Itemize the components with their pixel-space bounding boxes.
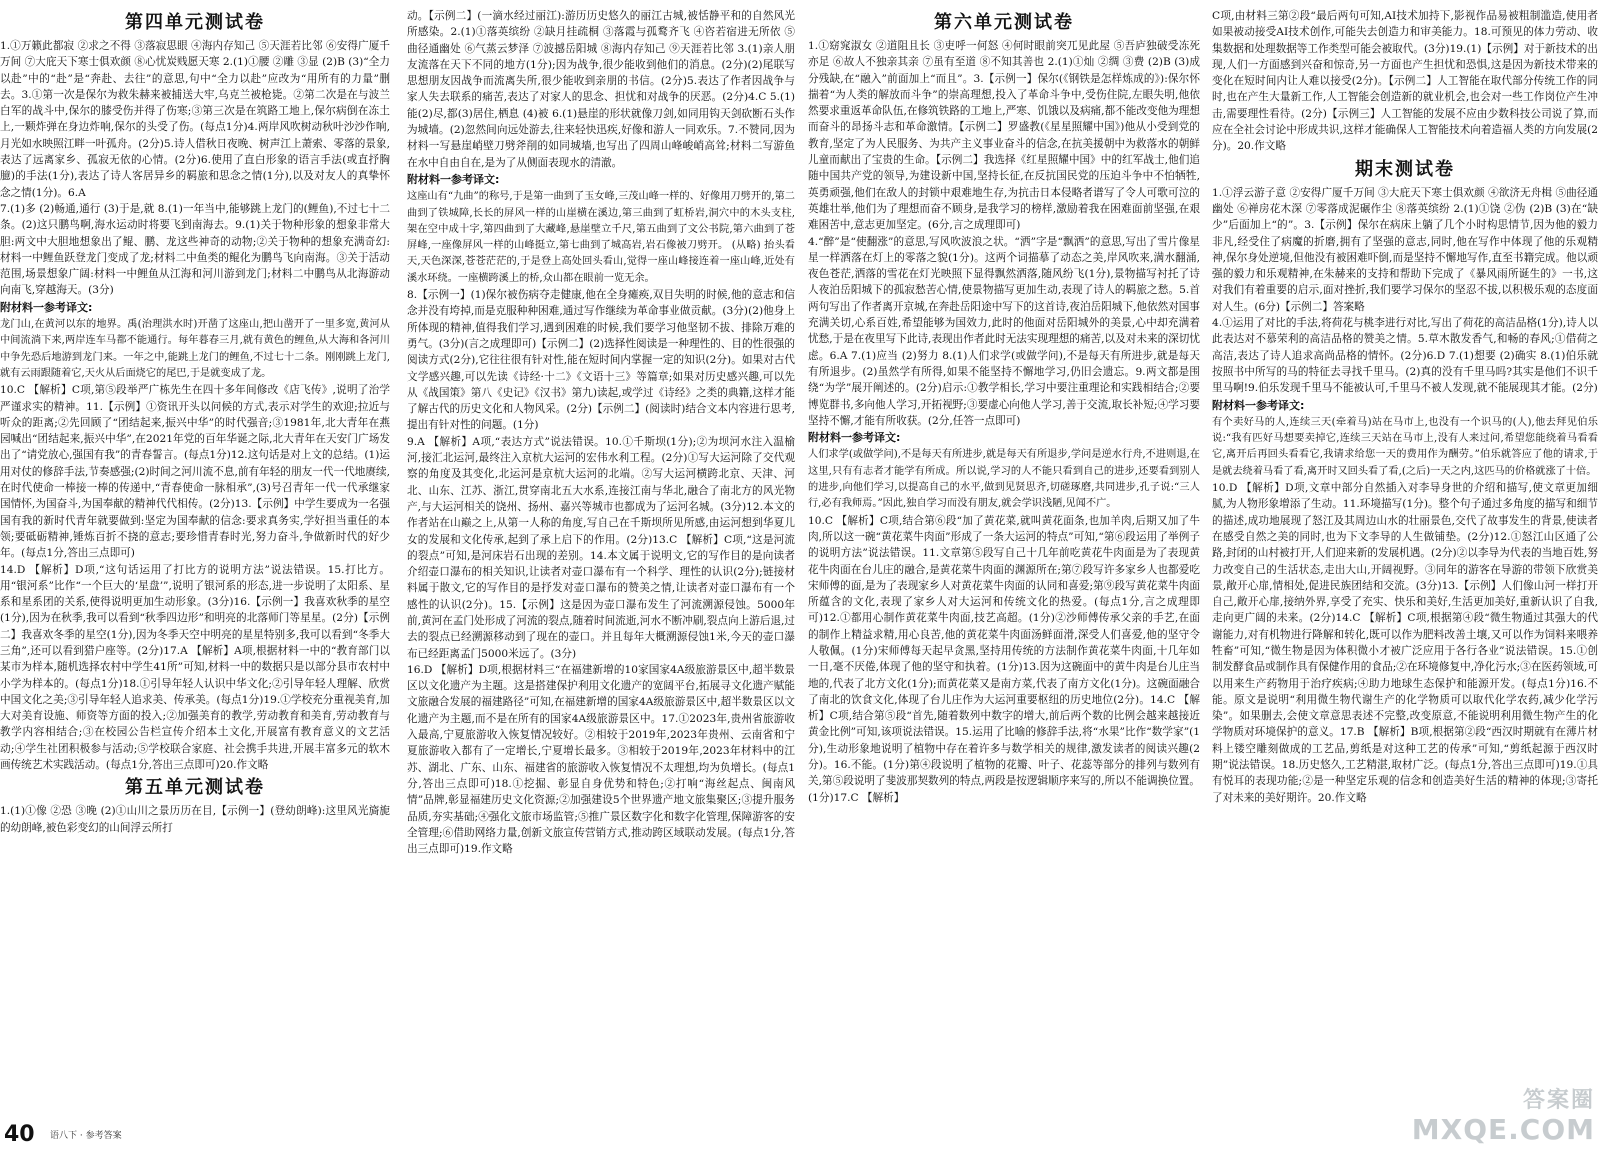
final-answers-part-3: 10.D 【解析】D项,文章中部分自然插入对李导身世的介绍和描写,使文章更加细腻,为人物形象增添了生动。11.环境描写(1分)。整个句子通过多角度的描写和细节的描述,成功地展现了怒江及其周边山水的壮丽景色,交代了故事发生的背景,使读者在感受自然之美的同时,也为下文李导的人生做铺垫。(2分)12.①怒江山区通了公路,封闭的山村被打开,人们迎来新的发展机遇。(2分)②以李导为代表的当地百姓,努力改变自己的生活状态,走出大山,开阔视野。③同年的游客在导游的带领下欣赏美景,敞开心扉,情相处,促进民族团结和交流。(3分)13.【示例】人们像山河一样打开自己,敞开心扉,接纳外界,享受了充实、快乐和美好,生活更加美好,重新认识了自我,走向更广阔的未来。(2分)14.C 【解析】C项,根据第④段“微生物通过其强大的代谢能力,对有机物进行降解和转化,既可以作为肥料改善土壤,又可以作为饲料来喂养牲畜”可知,“微生物是因为体积微小才被广泛应用于各行各业”说法错误。15.①创制发酵食品或制作具有保健作用的食品;②在环境修复中,净化污水;③在医药领域,可以用来生产药物用于治疗疾病;④助力地球生态保护和能源开发。(每点1分)16.不能。原文是说明“利用微生物代谢生产的化学物质可以取代化学农药,减少化学污染”。如果删去,会使文章意思表述不完整,改变原意,不能说明利用微生物产生的化学物质对环境保护的意义。17.B 【解析】B项,根据第②段“西汉时期就有在薄片材料上镂空雕刻做成的工艺品,剪纸是对这种工艺的传承”可知,“剪纸起源于西汉时期”说法错误。18.历史悠久,工艺精湛,取材广泛。(每点1分,答出三点即可)19.①具有悦耳的表现功能;②是一种坚定乐观的信念和创造美好生活的精神的体现;③寄托了对未来的美好期许。20.作文略: [1212, 482, 1598, 804]
footer-note: 语八下 · 参考答案: [50, 1131, 122, 1141]
translation-heading: 附材料一参考译文:: [1212, 398, 1305, 412]
unit-6-answers-part-4: C项,由材料三第②段“最后两句可知,AI技术加持下,影视作品易被粗制滥造,使用者如果被动接受AI技术创作,可能失去创造力和审美能力。18.可预见的体力劳动、收集数据和处理数据等工作类型可能会被取代。(3分)19.(1)【示例】对于新技术的出现,人们一方面感到兴奋和惊奇,另一方面也产生担忧和恐惧,这是因为新技术带来的变化在短时间内让人难以接受(2分)。【示例二】人工智能在取代部分传统工作的同时,也在产生大量新工作,人工智能会创造新的就业机会,也会对一些工作岗位产生冲击,需要理性看待。(2分)【示例三】人工智能的发展不应由少数科技公司说了算,而应在全社会讨论中形成共识,这样才能确保人工智能技术向着造福人类的方向发展(2分)。20.作文略: [1212, 10, 1598, 153]
column-4: [1212, 8, 1598, 1116]
unit-4-answers-part-1: 1.①万籁此都寂 ②求之不得 ③落寂思眼 ④海内存知己 ⑤天涯若比邻 ⑥安得广厦千万间 ⑦大庇天下寒士俱欢颜 ⑧心忧炭贱愿天寒 2.(1)①腰 ②雕 ③显 (2)B (3)“全力以赴”中的“赴”是“奔赴、去往”的意思,句中“全力以赴”应改为“用所有的力量”删去。3.①第一次是保尔为救朱赫来被捕送大牢,乌克兰被枪毙。②第二次是在与波兰白军的战斗中,保尔的膝受伤并得了伤寒;③第三次是在筑路工地上,保尔病倒在冻土上,一颗炸弹在身边炸响,保尔的头受了伤。(每点1分)4.两岸风吹树动秋叶沙沙作响,月光如水映照江畔一叶孤舟。(2分)5.诗人借秋日夜晚、树声江上萧索、零落的景象,表达了远离家乡、孤寂无依的心情。(2分)6.使用了直白形象的语言手法(或直抒胸臆)的手法(1分),表达了诗人客居异乡的羁旅和思念之情(1分),以及对友人的真挚怀念之情(1分)。6.A: [0, 40, 390, 199]
final-answers-part-2: 4.①运用了对比的手法,将荷花与桃李进行对比,写出了荷花的高洁品格(1分),诗人以此表达对不慕荣利的高洁品格的赞美之情。5.草木散发香气,和畅的春风;①借荷之高洁,表达了诗人追求高尚品格的情怀。(2分)6.D 7.(1)想要 (2)确实 8.(1)伯乐就按照书中所写的马的特征去寻找千里马。(2)真的没有千里马吗?其实是他们不识千里马啊!9.伯乐发现千里马不能被认可,千里马不被人发现,就不能展现其才能。(2分): [1212, 317, 1598, 395]
unit-6-answers-part-3: 10.C 【解析】C项,结合第⑥段“加了黄花菜,就叫黄花面条,也加羊肉,后期又加了牛肉,所以这一碗“黄花菜牛肉面”形成了一条大运河的特点”可知,“第⑥段运用了举例子的说明方法”说法错误。11.文章第⑤段写自己十几年前吃黄花牛肉面是为了表现黄花牛肉面在台儿庄的融合,是黄花菜牛肉面的渊源所在;第⑦段写许多家乡人也都爱吃宋师傅的面,是为了表现家乡人对黄花菜牛肉面的认同和喜爱;第⑨段写黄花菜牛肉面所蕴含的文化,表现了家乡人对大运河和传统文化的热爱。(每点1分,言之成理即可)12.①都用心制作黄花菜牛肉面,技艺高超。(1分)②沙师傅传承父亲的手艺,在面的制作上精益求精,用心良苦,他的黄花菜牛肉面汤鲜面滑,深受人们喜爱,他的坚守令人敬佩。(1分)宋师傅每天起早贪黑,坚持用传统的方法制作黄花菜牛肉面,十几年如一日,毫不厌倦,体现了他的坚守和执着。(1分)13.因为这碗面中的黄牛肉是台儿庄当地的,代表了北方文化(1分);而黄花菜又是南方菜,代表了南方文化(1分)。这碗面融合了南北的饮食文化,体现了台儿庄作为大运河重要枢纽的历史地位(2分)。14.C 【解析】C项,结合第⑤段“首先,随着数列中数字的增大,前后两个数的比例会越来越接近黄金比例”可知,该项说法错误。15.运用了比喻的修辞手法,将“水果”比作“数学家”(1分),生动形象地说明了植物中存在着许多与数学相关的规律,激发读者的阅读兴趣(2分)。16.不能。(1分)第④段说明了植物的花瓣、叶子、花蕊等部分的排列与数列有关,第⑤段说明了斐波那契数列的特点,两段是按逻辑顺序来写的,所以不能调换位置。(1分)17.C 【解析】: [808, 514, 1200, 804]
translation-text: 这座山有“九曲”的称号,于是第一曲到了玉女峰,三茂山峰一样的、好像用刀劈开的,第二曲到了铁城障,长长的屏风一样的山崖横在溪边,第三曲到了虹桥岩,洞穴中的木头支柱,架在空中成十字,第四曲到了大藏峰,悬崖壁立千尺,第五曲到了文公书院,第六曲到了苍屏峰,一座像屏风一样的山峰挺立,第七曲到了城高岩,岩石像被刀劈开。 (从略) 抬头看天,天色深深,苍苍茫茫的,于是登上高处回头看山,觉得一座山峰接连着一座山峰,近处有溪水环绕。一座横跨溪上的桥,众山都在眼前一览无余。: [407, 191, 795, 284]
final-answers-part-1: 1.①浮云游子意 ②安得广厦千万间 ③大庇天下寒士俱欢颜 ④欲济无舟楫 ⑤曲径通幽处 ⑥禅房花木深 ⑦零落成泥碾作尘 ⑧落英缤纷 2.(1)①饶 ②伪 (2)B (3)在“缺少”后面加上“的”。3.【示例】保尔在病床上躺了几个小时构思情节,因为他的毅力非凡,经受住了病魔的折磨,拥有了坚强的意志,同时,他在写作中体现了他的乐观精神,保尔身处逆境,但他没有被困难吓倒,而是坚持不懈地写作,直至书籍完成。他以顽强的毅力和乐观精神,在朱赫来的支持和帮助下完成了《暴风雨所诞生的》一书,这对我们有着重要的启示,面对挫折,我们要学习保尔的坚忍不拔,以积极乐观的态度面对人生。(6分)【示例二】答案略: [1212, 186, 1598, 313]
unit-5-title: 第五单元测试卷: [125, 777, 265, 799]
column-2: [407, 8, 795, 1116]
translation-heading: 附材料一参考译文:: [808, 431, 901, 445]
unit-4-title: 第四单元测试卷: [125, 12, 265, 33]
watermark-top-text: 答案圈: [1522, 1088, 1595, 1113]
unit-6-title: 第六单元测试卷: [934, 12, 1074, 33]
translation-heading: 附材料一参考译文:: [0, 300, 93, 314]
watermark-bottom-text: MXQE.COM: [1411, 1113, 1595, 1146]
final-exam-title: 期末测试卷: [1355, 158, 1455, 180]
unit-4-answers-part-4: 14.D 【解析】D项,“这句话运用了打比方的说明方法”说法错误。15.打比方。用“银河系”比作“一个巨大的‘星盘’”,说明了银河系的形态,进一步说明了太阳系、星系和星系团的关系,使得说明更加生动形象。(3分)16.【示例一】我喜欢秋季的星空(1分),因为在秋季,我可以看到“秋季四边形”和明亮的北落师门等星星。(2分)【示例二】我喜欢冬季的星空(1分),因为冬季天空中明亮的星星特别多,我可以看到“冬季大三角”,还可以看到猎户座等。(2分)17.A 【解析】A项,根据材料一中的“教育部门以某市为样本,随机选择农村中学生41所”可知,材料一中的数据只是以部分县市农村中小学为样本的。(每点1分)18.①引导年轻人认识中华文化;②引导年轻人理解、欣赏中国文化之美;③引导年轻人追求美、传承美。(每点1分)19.①学校充分重视美育,加大对美育设施、师资等方面的投入;②加强美育的教学,劳动教育和美育,劳动教育与教学内容相结合;③在校园公告栏宣传介绍本土文化,开展富有教育意义的文艺活动;④学生社团积极参与活动;⑤学校联合家庭、社会携手共进,开展丰富多元的软木画传统艺术实践活动。(每点1分,答出三点即可)20.作文略: [0, 563, 390, 772]
page-footer: [0, 1120, 1600, 1150]
unit-5-answers-part-3: 8.【示例一】(1)保尔被伤病夺走健康,他在全身瘫痪,双目失明的时候,他的意志和信念并没有垮掉,而是克服种种困难,通过写作继续为革命事业做贡献。(3分)(2)他身上所体现的精神,值得我们学习,遇到困难的时候,我们要学习他坚韧不拔、排除万难的勇气。(3分)(言之成理即可)【示例二】(2)选择性阅读是一种理性的、目的性很强的阅读方式(2分),它往往很有针对性,能在短时间内掌握一定的知识(2分)。如果对古代文学感兴趣,可以先读《诗经·十二》《文语十三》等篇章;如果对历史感兴趣,可以先从《战国策》第八《史记》《汉书》第九)读起,或学过《诗经》之类的典籍,这样才能了解古代的历史文化和人物风采。(2分)【示例二】(阅读时)结合文本内容进行思考,提出有针对性的问题。(1分): [407, 289, 795, 432]
translation-heading: 附材料一参考译文:: [407, 172, 500, 186]
unit-6-answers-part-1: 1.①窈窕淑女 ②道阻且长 ③吏呼一何怒 ④何时眼前突兀见此屋 ⑤吾庐独破受冻死亦足 ⑥故人不独亲其亲 ⑦虽有至道 ⑧不知其善也 2.(1)①灿 ②绸 ③费 (2)B (3)成分残缺,在“融入”前面加上“而且”。3.【示例一】保尔(《钢铁是怎样炼成的》):保尔怀揣着“为人类的解放而斗争”的崇高理想,投入了革命斗争中,受伤住院,左眼失明,他依然要求重返革命队伍,在修筑铁路的工地上,严寒、饥饿以及病痛,都不能改变他为理想而奋斗的昂扬斗志和革命激情。【示例二】罗盛教(《星星照耀中国》)他从小受到党的教育,坚定了为人民服务、为共产主义事业奋斗的信念,在抗美援朝中为救落水的朝鲜儿童而献出了宝贵的生命。【示例二】我选择《红星照耀中国》中的红军战士,他们追随中国共产党的领导,为建设新中国,坚持长征,在反抗国民党的压迫斗争中不怕牺牲,英勇顽强,他们在敌人的封锁中艰难地生存,为抗击日本侵略者谱写了令人可歌可泣的英雄壮举,他们为了理想而奋不顾身,是我学习的榜样,激励着我在困难面前坚强,在艰难困苦中,意志更加坚定。(6分,言之成理即可): [808, 40, 1200, 232]
unit-4-answers-part-2: 7.(1)多 (2)畅通,通行 (3)于是,就 8.(1)一年当中,能够跳上龙门的(鲤鱼),不过七十二条。(2)这只鹏鸟啊,海水运动时将要飞到南海去。9.(1)关于物种形象的想象非常大胆:两文中大胆地想象出了鲲、鹏、龙这些神奇的动物;②关于物种的想象充满奇幻:材料一中鲤鱼跃登龙门变成了龙;材料二中鱼类的鲲化为鹏鸟飞向南海。③关于活动范围,场景想象广阔:材料一中鲤鱼从江海和河川游到龙门;材料二中鹏鸟从北海游动向南飞,穿越海天。(3分): [0, 202, 390, 297]
unit-6-answers-part-2: 4.“醉”是“使翻涨”的意思,写风吹波浪之状。“洒”字是“飘洒”的意思,写出了雪片像星星一样洒落在灯上的零落之貌(1分)。这两个词描摹了动态之美,岸风吹来,满水翻涌,夜色苍茫,洒落的雪花在灯光映照下显得飘然洒落,随风纷飞(1分),景物描写衬托了诗人夜泊岳阳城下的孤寂愁苦心情,使景物描写更加生动,表现了诗人的羁旅之愁。5.首两句写出了作者离开京城,在奔赴岳阳途中写下的这首诗,夜泊岳阳城下,他依然对国事充满关切,心系百姓,希望能够为国效力,此时的他面对岳阳城外的美景,心中却充满着忧愁,于是在夜里写下此诗,表现出作者此时无法实现理想的痛苦,以及对未来的深切忧虑。6.A 7.(1)应当 (2)努力 8.(1)人们求学(或做学问),不是每天有所进步,就是每天有所退步。(2)虽然学有所得,如果不能坚持不懈地学习,仍旧会遗忘。9.两文都是围绕“为学”展开阐述的。(2分)启示:①教学相长,学习中要注重理论和实践相结合;②要博览群书,多向他人学习,开拓视野;③要虚心向他人学习,善于交流,取长补短;④学习要坚持不懈,才能有所收获。(2分,任答一点即可): [808, 235, 1200, 427]
unit-5-answers-part-5: 16.D 【解析】D项,根据材料三“在福建新增的10家国家4A级旅游景区中,超半数景区以文化遗产为主题。这是搭建保护利用文化遗产的宽阔平台,拓展寻文化遗产赋能文旅融合发展的福建路径”可知,在福建新增的国家4A级旅游景区中,超半数景区以文化遗产为主题,而不是在所有的国家4A级旅游景区中。17.①2023年,贵州省旅游收入最高,宁夏旅游收入恢复情况较好。②相较于2019年,2023年贵州、云南省和宁夏旅游收入都有了一定增长,宁夏增长最多。③相较于2019年,2023年材料中的江苏、湖北、广东、山东、福建省的旅游收入恢复情况不太理想,均为负增长。(每点1分,答出三点即可)18.①挖掘、彰显自身优势和特色;②打响“海丝起点、闽南风情”品牌,彰显福建历史文化资源;②加强建设5个世界遗产地文旅集聚区;③提升服务品质,夯实基础;④强化文旅市场监管;⑤推广景区数字化和数字化管理,保障游客的安全管理;⑥借助网络力量,创新文旅宣传营销方式,推动跨区域联动发展。(每点1分,答出三点即可)19.作文略: [407, 663, 795, 856]
column-3: [808, 8, 1200, 1116]
translation-text: 人们求学(或做学问),不是每天有所进步,就是每天有所退步,学问是逆水行舟,不进则退,在这里,只有有志者才能学有所成。所以说,学习的人不能只看到自己的进步,还要看到别人的进步,向他们学习,以提高自己的水平,做到见贤思齐,切磋琢磨,共同进步,孔子说:“三人行,必有我师焉。”因此,独自学习而没有朋友,就会学识浅陋,见闻不广。: [808, 449, 1200, 510]
column-1: [0, 8, 390, 1116]
unit-4-answers-part-3: 10.C 【解析】C项,第⑤段举严广栋先生在四十多年间修改《店飞传》,说明了治学严谨求实的精神。11.【示例】①资讯开头以问候的方式,表示对学生的欢迎;拉近与听众的距离;②先回顾了“团结起来,振兴中华”的时代强音;③1981年,北大青年在燕园喊出“团结起来,振兴中华”,在2021年党的百年华诞之际,北大青年在天安门广场发出了“请党放心,强国有我”的青春誓言。(每点1分)12.这句话是对上文的总结。(1)运用对仗的修辞手法,节奏感强;(2)时间之河川流不息,前有年轻的朋友一代一代地赓续,在时代使命一棒接一棒的传递中,“青春使命一脉相承”,(3)号召青年一代一代承继家国情怀,为国奋斗,为国奉献的精神代代相传。(2分)13.【示例】中学生要成为一名强国有我的新时代青年就要做到:坚定为国奉献的信念:要求真务实,学好担当重任的本领;要砥砺精神,锤炼百折不挠的意志;要珍惜青春时光,努力奋斗,争做新时代的好少年。(每点1分,答出三点即可): [0, 384, 390, 560]
unit-5-answers-part-1: 1.(1)①像 ②恐 ③晚 (2)①山川之景历历在目,【示例一】(登幼朗峰):这里风光旖旎的幼朗峰,被色彩变幻的山间浮云所打: [0, 805, 390, 834]
translation-text: 龙门山,在黄河以东的地界。禹(治理洪水时)开凿了这座山,把山凿开了一里多宽,黄河从中间流淌下来,两岸连车马都不能通行。每年暮春三月,就有黄色的鲤鱼,从大海和各河川中争先恐后地游到龙门来。一年之中,能跳上龙门的鲤鱼,不过七十二条。刚刚跳上龙门,就有云雨跟随着它,天火从后面烧它的尾巴,于是就变成了龙。: [0, 319, 390, 379]
translation-text: 有个卖好马的人,连续三天(牵着马)站在马市上,也没有一个识马的(人),他去拜见伯乐说:“我有匹好马想要卖掉它,连续三天站在马市上,没有人来过问,希望您能绕着马看看它,离开后再回头看看它,我请求给您一天的费用作为酬劳。”伯乐就答应了他的请求,于是就去绕着马看了看,离开时又回头看了看,(之后)一天之内,这匹马的价格就涨了十倍。: [1212, 416, 1598, 477]
page-number: 40: [4, 1122, 35, 1147]
unit-5-answers-part-2: 动。【示例二】(一滴水经过丽江):游历历史悠久的丽江古城,被恬静平和的自然风光所感染。2.(1)①落英缤纷 ②缺月挂疏桐 ③落霞与孤鹜齐飞 ④咨若宿进无所依 ⑤曲径通幽处 ⑥气蒸云梦泽 ⑦波撼岳阳城 ⑧海内存知己 ⑨天涯若比邻 3.(1)亲人朋友流落在天下不同的地方(1分);因为战争,很少能收到他们的消息。(2分)(2)尾联写思想朋友因战争而流离失所,很少能收到亲朋的书信。(2分)5.表达了作者因战争与家人失去联系的痛苦,表达了对家人的思念、担忧和对战争的厌恶。(2分)4.C 5.(1)能(2)尽,都(3)居住,栖息 (4)被 6.(1)悬崖的形状就像刀剑,如同用钩天剑砍断石头作为城墙。(2)忽然间向远处游去,往来轻快迅疾,好像和游人一同欢乐。7.不赞同,因为材料一写悬崖峭壁刀劈斧削的如同城墙,也写出了四周山峰峻峭高耸;材料二写游鱼在水中自由自在,是为了从侧面表现水的清澈。: [407, 10, 795, 169]
unit-5-answers-part-4: 9.A 【解析】A项,“表达方式”说法错误。10.①千斯坝(1分);②为坝河水注入温榆河,接汇北运河,最终注入京杭大运河的宏伟水利工程。(2分)①写大运河除了交代观察的角度及其变化,北运河是京杭大运河的北端。②写大运河横跨北京、天津、河北、山东、江苏、浙江,贯穿南北五大水系,连接江南与华北,融合了南北方的风光物产,与大运河相关的饶州、扬州、嘉兴等城市也都成为了运河名城。(3分)12.本文的作者站在山巅之上,从第一人称的角度,写自己在千斯坝所见所感,由运河想到华夏儿女的发展和文化传承,起到了承上启下的作用。(2分)13.C 【解析】C项,“这是河流的裂点”可知,是河床岩石出现的差别。14.本文属于说明文,它的写作目的是向读者介绍壶口瀑布的相关知识,让读者对壶口瀑布有一个科学、理性的认识(2分);链接材料属于散文,它的写作目的是抒发对壶口瀑布的赞美之情,让读者对壶口瀑布有一个感性的认识(2分)。15.【示例】这是因为壶口瀑布发生了河流溯源侵蚀。5000年前,黄河在孟门处形成了河流的裂点,随着时间流逝,河水不断冲刷,裂点向上游后退,过去的裂点已经溯源移动到了现在的壶口。并且每年大概溯源侵蚀1米,今天的壶口瀑布已经距离孟门5000米远了。(3分): [407, 435, 795, 660]
watermark-logo: [1395, 1088, 1595, 1150]
